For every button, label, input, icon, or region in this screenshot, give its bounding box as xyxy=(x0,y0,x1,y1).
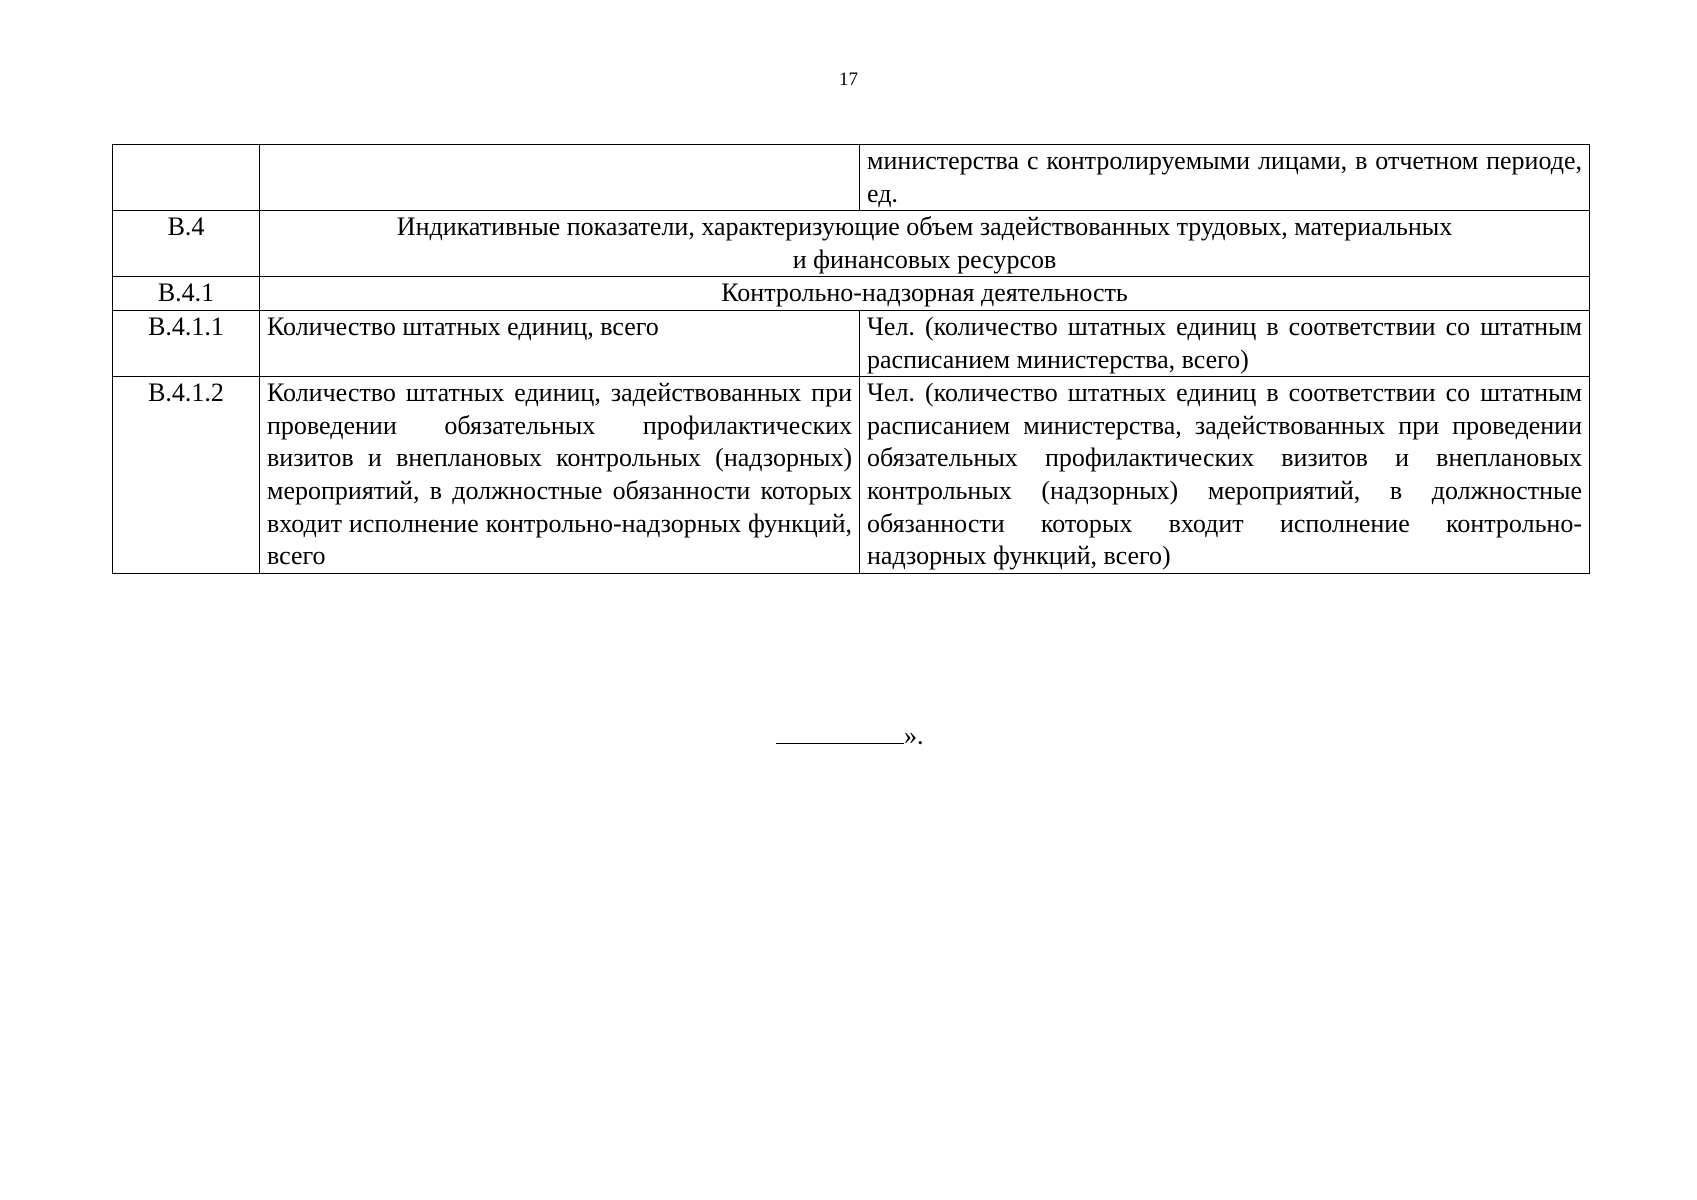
item-unit: Чел. (количество штатных единиц в соответствии со штатным расписанием министерства, задействованных при проведении обязательных профилактических визитов и внеплановых контрольных (надзорных) мероприятий, в должностные обязанности которых входит исполнение контрольно-надзорных функций, всего) xyxy=(860,377,1590,574)
item-code: В.4.1.2 xyxy=(113,377,260,574)
item-code: В.4.1.1 xyxy=(113,310,260,376)
item-name: Количество штатных единиц, задействованных при проведении обязательных профилактических визитов и внеплановых контрольных (надзорных) мероприятий, в должностные обязанности которых входит исполнение контрольно-надзорных функций, всего xyxy=(260,377,860,574)
row-code xyxy=(113,145,260,211)
row-unit: министерства с контролируемыми лицами, в отчетном периоде, ед. xyxy=(860,145,1590,211)
section-title-line2: и финансовых ресурсов xyxy=(792,244,1057,274)
section-code: В.4 xyxy=(113,211,260,277)
subsection-code: В.4.1 xyxy=(113,277,260,311)
row-name xyxy=(260,145,860,211)
indicators-table xyxy=(112,144,1590,574)
item-name: Количество штатных единиц, всего xyxy=(260,310,860,376)
closing-underline xyxy=(776,721,904,744)
closing-quote: ». xyxy=(904,721,924,750)
table-row-continuation xyxy=(113,145,1590,211)
section-title xyxy=(260,211,1590,277)
table-row-section xyxy=(113,211,1590,277)
table-row-item xyxy=(113,377,1590,574)
closing-mark xyxy=(776,720,924,752)
subsection-title: Контрольно-надзорная деятельность xyxy=(260,277,1590,311)
table-row-subsection xyxy=(113,277,1590,311)
page-number: 17 xyxy=(839,69,858,90)
item-unit: Чел. (количество штатных единиц в соответствии со штатным расписанием министерства, всего) xyxy=(860,310,1590,376)
section-title-line1: Индикативные показатели, характеризующие объем задействованных трудовых, материальных xyxy=(396,212,1453,242)
table-row-item xyxy=(113,310,1590,376)
